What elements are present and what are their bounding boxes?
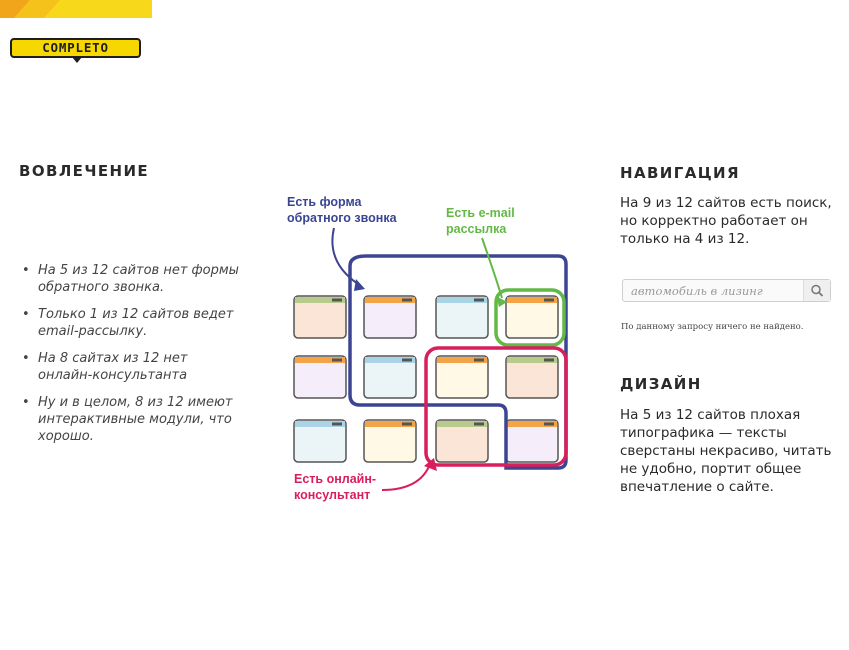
list-item: • Только 1 из 12 сайтов ведет email-рассылку.	[22, 307, 234, 339]
callback-arrowhead	[354, 279, 365, 291]
engagement-heading: ВОВЛЕЧЕНИЕ	[19, 162, 150, 180]
design-line: На 5 из 12 сайтов плохая	[620, 407, 801, 423]
email-label-line1: Есть e-mail	[446, 206, 515, 220]
list-item-text: На 8 сайтах из 12 нет онлайн-консультанта	[38, 351, 188, 383]
header-decoration	[0, 0, 152, 18]
features-diagram	[270, 188, 575, 510]
list-item: • На 8 сайтах из 12 нет онлайн-консультанта	[22, 351, 188, 383]
no-results-message: По данному запросу ничего не найдено.	[621, 322, 804, 332]
website-window	[436, 296, 488, 338]
callback-arrow	[332, 228, 358, 284]
website-window	[506, 356, 558, 398]
list-item-text: Только 1 из 12 сайтов ведет email-рассылку.	[38, 307, 234, 339]
email-label-line2: рассылка	[446, 222, 507, 236]
website-window	[364, 356, 416, 398]
design-line: сверстаны некрасиво, читать	[620, 443, 832, 459]
website-window	[506, 420, 558, 462]
navigation-line: На 9 из 12 сайтов есть поиск,	[620, 195, 832, 211]
chat-label-line1: Есть онлайн-	[294, 472, 377, 486]
design-line: типографика — тексты	[620, 425, 787, 441]
chat-arrow	[382, 464, 430, 490]
completo-logo: COMPLETO	[10, 38, 141, 58]
chat-arrowhead	[424, 458, 437, 471]
navigation-heading: НАВИГАЦИЯ	[620, 164, 740, 182]
navigation-line: только на 4 из 12.	[620, 231, 750, 247]
website-window	[506, 296, 558, 338]
website-window	[364, 296, 416, 338]
list-item: • На 5 из 12 сайтов нет формы обратного звонка.	[22, 263, 239, 295]
design-heading: ДИЗАЙН	[620, 375, 702, 393]
website-window	[294, 296, 346, 338]
website-window	[294, 420, 346, 462]
design-line: не удобно, портит общее	[620, 461, 802, 477]
engagement-list	[20, 262, 245, 455]
search-icon	[804, 280, 830, 301]
search-input[interactable]	[623, 280, 803, 301]
list-item-text: Ну и в целом, 8 из 12 имеют интерактивные модули, что хорошо.	[38, 395, 233, 444]
email-arrow	[482, 238, 502, 298]
design-text	[620, 406, 831, 496]
website-window	[436, 420, 488, 462]
search-box	[622, 279, 831, 302]
list-item: • Ну и в целом, 8 из 12 имеют интерактивные модули, что хорошо.	[22, 395, 233, 444]
callback-label-line2: обратного звонка	[287, 211, 397, 225]
navigation-text	[620, 194, 832, 248]
design-line: впечатление о сайте.	[620, 479, 774, 495]
search-button[interactable]	[803, 280, 830, 301]
chat-label-line2: консультант	[294, 488, 371, 502]
website-window	[364, 420, 416, 462]
navigation-line: но корректно работает он	[620, 213, 808, 229]
list-item-text: На 5 из 12 сайтов нет формы обратного звонка.	[38, 263, 239, 295]
website-window	[294, 356, 346, 398]
website-window	[436, 356, 488, 398]
callback-label-line1: Есть форма	[287, 195, 362, 209]
